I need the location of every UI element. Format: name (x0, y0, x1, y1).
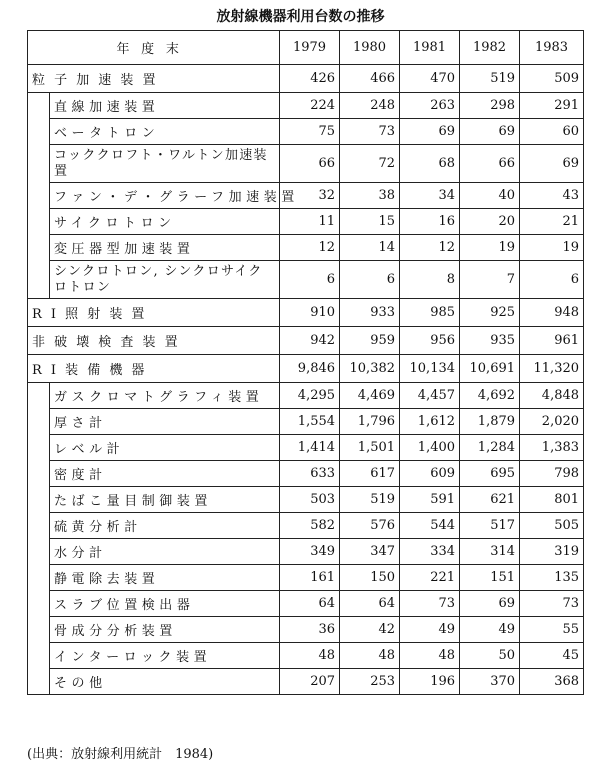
value-cell: 298 (460, 93, 520, 119)
child-row (28, 643, 584, 669)
child-label: その他 (50, 669, 280, 695)
value-cell: 196 (400, 669, 460, 695)
value-cell: 12 (280, 235, 340, 261)
child-label: レベル計 (50, 435, 280, 461)
child-row (28, 461, 584, 487)
value-cell: 695 (460, 461, 520, 487)
value-cell: 75 (280, 119, 340, 145)
value-cell: 1,284 (460, 435, 520, 461)
value-cell: 959 (340, 327, 400, 355)
value-cell: 985 (400, 299, 460, 327)
value-cell: 621 (460, 487, 520, 513)
value-cell: 10,134 (400, 355, 460, 383)
group-row (28, 327, 584, 355)
child-row (28, 435, 584, 461)
child-label: ベータトロン (50, 119, 280, 145)
child-row (28, 93, 584, 119)
value-cell: 935 (460, 327, 520, 355)
value-cell: 956 (400, 327, 460, 355)
value-cell: 6 (520, 261, 584, 299)
child-row (28, 383, 584, 409)
value-cell: 60 (520, 119, 584, 145)
group-row (28, 355, 584, 383)
value-cell: 910 (280, 299, 340, 327)
value-cell: 1,879 (460, 409, 520, 435)
value-cell: 798 (520, 461, 584, 487)
child-row (28, 119, 584, 145)
value-cell: 2,020 (520, 409, 584, 435)
year-header: 1981 (400, 31, 460, 65)
value-cell: 40 (460, 183, 520, 209)
value-cell: 34 (400, 183, 460, 209)
value-cell: 263 (400, 93, 460, 119)
value-cell: 319 (520, 539, 584, 565)
group-label: 非破壊検査装置 (28, 327, 280, 355)
value-cell: 4,848 (520, 383, 584, 409)
value-cell: 1,554 (280, 409, 340, 435)
group-label: 粒子加速装置 (28, 65, 280, 93)
table-title: 放射線機器利用台数の推移 (216, 9, 385, 25)
value-cell: 6 (280, 261, 340, 299)
group-label: RI照射装置 (28, 299, 280, 327)
value-cell: 55 (520, 617, 584, 643)
value-cell: 42 (340, 617, 400, 643)
indent-cell (28, 93, 50, 299)
child-label: スラブ位置検出器 (50, 591, 280, 617)
value-cell: 224 (280, 93, 340, 119)
value-cell: 470 (400, 65, 460, 93)
value-cell: 11,320 (520, 355, 584, 383)
group-row (28, 65, 584, 93)
year-header: 1979 (280, 31, 340, 65)
value-cell: 347 (340, 539, 400, 565)
value-cell: 69 (400, 119, 460, 145)
value-cell: 73 (520, 591, 584, 617)
value-cell: 591 (400, 487, 460, 513)
child-label: 骨成分分析装置 (50, 617, 280, 643)
value-cell: 221 (400, 565, 460, 591)
value-cell: 69 (460, 591, 520, 617)
value-cell: 15 (340, 209, 400, 235)
child-label: たばこ量目制御装置 (50, 487, 280, 513)
value-cell: 314 (460, 539, 520, 565)
value-cell: 36 (280, 617, 340, 643)
value-cell: 633 (280, 461, 340, 487)
value-cell: 617 (340, 461, 400, 487)
value-cell: 50 (460, 643, 520, 669)
value-cell: 544 (400, 513, 460, 539)
child-row (28, 487, 584, 513)
child-row (28, 591, 584, 617)
value-cell: 64 (280, 591, 340, 617)
value-cell: 961 (520, 327, 584, 355)
value-cell: 48 (280, 643, 340, 669)
value-cell: 1,612 (400, 409, 460, 435)
child-label: 変圧器型加速装置 (50, 235, 280, 261)
value-cell: 49 (460, 617, 520, 643)
year-header: 1982 (460, 31, 520, 65)
value-cell: 519 (340, 487, 400, 513)
value-cell: 519 (460, 65, 520, 93)
value-cell: 801 (520, 487, 584, 513)
value-cell: 426 (280, 65, 340, 93)
usage-table (27, 30, 584, 695)
source-note: (出典：放射線利用統計 1984) (27, 747, 214, 762)
value-cell: 10,691 (460, 355, 520, 383)
value-cell: 73 (340, 119, 400, 145)
value-cell: 9,846 (280, 355, 340, 383)
value-cell: 925 (460, 299, 520, 327)
value-cell: 10,382 (340, 355, 400, 383)
year-header: 1983 (520, 31, 584, 65)
value-cell: 8 (400, 261, 460, 299)
value-cell: 72 (340, 145, 400, 183)
child-row (28, 513, 584, 539)
value-cell: 69 (520, 145, 584, 183)
value-cell: 68 (400, 145, 460, 183)
child-label: 静電除去装置 (50, 565, 280, 591)
child-label: 硫黄分析計 (50, 513, 280, 539)
value-cell: 1,501 (340, 435, 400, 461)
child-row (28, 617, 584, 643)
child-row (28, 209, 584, 235)
value-cell: 576 (340, 513, 400, 539)
value-cell: 207 (280, 669, 340, 695)
value-cell: 4,295 (280, 383, 340, 409)
value-cell: 334 (400, 539, 460, 565)
value-cell: 73 (400, 591, 460, 617)
value-cell: 517 (460, 513, 520, 539)
value-cell: 509 (520, 65, 584, 93)
value-cell: 503 (280, 487, 340, 513)
value-cell: 4,692 (460, 383, 520, 409)
child-label: 厚さ計 (50, 409, 280, 435)
value-cell: 69 (460, 119, 520, 145)
value-cell: 48 (340, 643, 400, 669)
child-label: ファン・デ・グラーフ加速装置 (50, 183, 280, 209)
value-cell: 12 (400, 235, 460, 261)
value-cell: 7 (460, 261, 520, 299)
child-row (28, 235, 584, 261)
child-label: ガスクロマトグラフィ装置 (50, 383, 280, 409)
value-cell: 6 (340, 261, 400, 299)
value-cell: 248 (340, 93, 400, 119)
year-header: 1980 (340, 31, 400, 65)
value-cell: 1,414 (280, 435, 340, 461)
child-label: シンクロトロン, シンクロサイクロトロン (50, 261, 280, 299)
value-cell: 19 (460, 235, 520, 261)
value-cell: 1,796 (340, 409, 400, 435)
value-cell: 368 (520, 669, 584, 695)
value-cell: 66 (460, 145, 520, 183)
value-cell: 16 (400, 209, 460, 235)
value-cell: 43 (520, 183, 584, 209)
child-row (28, 669, 584, 695)
value-cell: 32 (280, 183, 340, 209)
value-cell: 19 (520, 235, 584, 261)
value-cell: 21 (520, 209, 584, 235)
value-cell: 64 (340, 591, 400, 617)
group-row (28, 299, 584, 327)
value-cell: 150 (340, 565, 400, 591)
value-cell: 66 (280, 145, 340, 183)
value-cell: 4,469 (340, 383, 400, 409)
value-cell: 466 (340, 65, 400, 93)
child-row (28, 145, 584, 183)
child-row (28, 565, 584, 591)
header-label: 年度末 (28, 31, 280, 65)
value-cell: 161 (280, 565, 340, 591)
value-cell: 4,457 (400, 383, 460, 409)
value-cell: 942 (280, 327, 340, 355)
value-cell: 20 (460, 209, 520, 235)
value-cell: 151 (460, 565, 520, 591)
value-cell: 933 (340, 299, 400, 327)
child-label: サイクロトロン (50, 209, 280, 235)
child-row (28, 183, 584, 209)
value-cell: 505 (520, 513, 584, 539)
child-label: コッククロフト・ワルトン加速装置 (50, 145, 280, 183)
value-cell: 48 (400, 643, 460, 669)
child-label: 水分計 (50, 539, 280, 565)
value-cell: 135 (520, 565, 584, 591)
value-cell: 38 (340, 183, 400, 209)
value-cell: 1,400 (400, 435, 460, 461)
value-cell: 370 (460, 669, 520, 695)
value-cell: 291 (520, 93, 584, 119)
child-row (28, 409, 584, 435)
group-label: RI装備機器 (28, 355, 280, 383)
value-cell: 49 (400, 617, 460, 643)
value-cell: 45 (520, 643, 584, 669)
child-row (28, 261, 584, 299)
value-cell: 609 (400, 461, 460, 487)
value-cell: 948 (520, 299, 584, 327)
value-cell: 349 (280, 539, 340, 565)
value-cell: 253 (340, 669, 400, 695)
child-label: インターロック装置 (50, 643, 280, 669)
child-row (28, 539, 584, 565)
value-cell: 11 (280, 209, 340, 235)
value-cell: 582 (280, 513, 340, 539)
value-cell: 14 (340, 235, 400, 261)
header-row (28, 31, 584, 65)
child-label: 直線加速装置 (50, 93, 280, 119)
child-label: 密度計 (50, 461, 280, 487)
value-cell: 1,383 (520, 435, 584, 461)
indent-cell (28, 383, 50, 695)
